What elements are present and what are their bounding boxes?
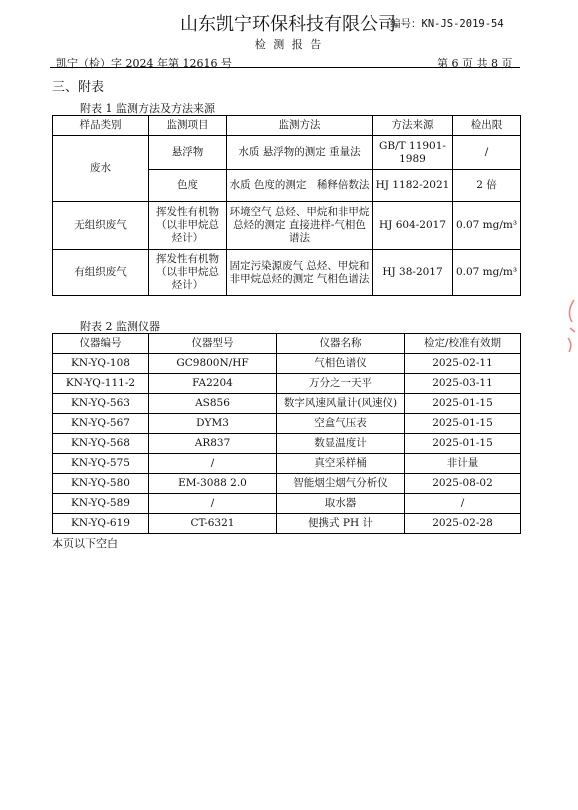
column-header: 仪器编号 xyxy=(53,334,149,354)
method-source: HJ 604-2017 xyxy=(373,202,453,250)
instrument-id: KN-YQ-568 xyxy=(53,434,149,454)
column-header: 样品类别 xyxy=(53,116,149,136)
instrument-name: 空盒气压表 xyxy=(277,414,405,434)
monitor-item: 色度 xyxy=(149,170,227,202)
instrument-name: 智能烟尘烟气分析仪 xyxy=(277,474,405,494)
section-title: 三、附表 xyxy=(52,80,105,95)
instrument-model: / xyxy=(149,454,277,474)
detection-limit: / xyxy=(453,136,521,170)
table-row xyxy=(53,374,521,394)
calibration-date: 2025-08-02 xyxy=(405,474,521,494)
instrument-model: AS856 xyxy=(149,394,277,414)
column-header: 方法来源 xyxy=(373,116,453,136)
instrument-id: KN-YQ-575 xyxy=(53,454,149,474)
instrument-name: 取水器 xyxy=(277,494,405,514)
instrument-model: AR837 xyxy=(149,434,277,454)
method-source: HJ 1182-2021 xyxy=(373,170,453,202)
document-number: 编号：KN-JS-2019-54 xyxy=(390,18,504,30)
seal-stamp-edge xyxy=(560,298,576,358)
calibration-date: 2025-01-15 xyxy=(405,394,521,414)
instrument-name: 便携式 PH 计 xyxy=(277,514,405,534)
table-row xyxy=(53,354,521,374)
table-row xyxy=(53,434,521,454)
instrument-id: KN-YQ-580 xyxy=(53,474,149,494)
instruments-table xyxy=(52,333,521,534)
table-row xyxy=(53,250,521,296)
table-header-row xyxy=(53,116,521,136)
sample-category: 废水 xyxy=(53,136,149,202)
instrument-id: KN-YQ-108 xyxy=(53,354,149,374)
table-row xyxy=(53,136,521,170)
instrument-model: CT-6321 xyxy=(149,514,277,534)
column-header: 仪器名称 xyxy=(277,334,405,354)
company-name: 山东凯宁环保科技有限公司 xyxy=(180,14,396,35)
table-row xyxy=(53,474,521,494)
methods-table xyxy=(52,115,521,296)
sample-category: 无组织废气 xyxy=(53,202,149,250)
blank-page-note: 本页以下空白 xyxy=(52,537,118,550)
instrument-id: KN-YQ-563 xyxy=(53,394,149,414)
column-header: 检定/校准有效期 xyxy=(405,334,521,354)
calibration-date: 2025-03-11 xyxy=(405,374,521,394)
instrument-name: 数显温度计 xyxy=(277,434,405,454)
monitor-method: 环境空气 总烃、甲烷和非甲烷总烃的测定 直接进样-气相色谱法 xyxy=(227,202,373,250)
monitor-method: 水质 悬浮物的测定 重量法 xyxy=(227,136,373,170)
calibration-date: 2025-01-15 xyxy=(405,414,521,434)
calibration-date: 2025-01-15 xyxy=(405,434,521,454)
instrument-model: EM-3088 2.0 xyxy=(149,474,277,494)
sample-category: 有组织废气 xyxy=(53,250,149,296)
calibration-date: / xyxy=(405,494,521,514)
calibration-date: 2025-02-11 xyxy=(405,354,521,374)
instrument-id: KN-YQ-567 xyxy=(53,414,149,434)
page-info: 第 6 页 共 8 页 xyxy=(437,57,513,70)
monitor-item: 悬浮物 xyxy=(149,136,227,170)
instrument-model: GC9800N/HF xyxy=(149,354,277,374)
instrument-name: 真空采样桶 xyxy=(277,454,405,474)
column-header: 监测项目 xyxy=(149,116,227,136)
instrument-name: 数字风速风量计(风速仪) xyxy=(277,394,405,414)
table-row xyxy=(53,494,521,514)
report-subtitle: 检 测 报 告 xyxy=(254,38,324,51)
detection-limit: 0.07 mg/m³ xyxy=(453,250,521,296)
instrument-id: KN-YQ-619 xyxy=(53,514,149,534)
report-number: 凯宁（检）字 2024 年第 12616 号 xyxy=(56,57,232,70)
method-source: HJ 38-2017 xyxy=(373,250,453,296)
table-row xyxy=(53,394,521,414)
instrument-id: KN-YQ-589 xyxy=(53,494,149,514)
table1-caption: 附表 1 监测方法及方法来源 xyxy=(80,102,215,115)
monitor-method: 水质 色度的测定 稀释倍数法 xyxy=(227,170,373,202)
calibration-date: 2025-02-28 xyxy=(405,514,521,534)
column-header: 监测方法 xyxy=(227,116,373,136)
detection-limit: 2 倍 xyxy=(453,170,521,202)
column-header: 检出限 xyxy=(453,116,521,136)
table-row xyxy=(53,514,521,534)
instrument-name: 气相色谱仪 xyxy=(277,354,405,374)
table-row xyxy=(53,454,521,474)
calibration-date: 非计量 xyxy=(405,454,521,474)
instrument-model: / xyxy=(149,494,277,514)
column-header: 仪器型号 xyxy=(149,334,277,354)
header-divider xyxy=(50,67,520,68)
table-header-row xyxy=(53,334,521,354)
table-row xyxy=(53,202,521,250)
detection-limit: 0.07 mg/m³ xyxy=(453,202,521,250)
instrument-model: DYM3 xyxy=(149,414,277,434)
monitor-item: 挥发性有机物（以非甲烷总烃计） xyxy=(149,202,227,250)
instrument-model: FA2204 xyxy=(149,374,277,394)
instrument-id: KN-YQ-111-2 xyxy=(53,374,149,394)
monitor-method: 固定污染源废气 总烃、甲烷和非甲烷总烃的测定 气相色谱法 xyxy=(227,250,373,296)
table-row xyxy=(53,414,521,434)
table2-caption: 附表 2 监测仪器 xyxy=(80,320,160,333)
instrument-name: 万分之一天平 xyxy=(277,374,405,394)
method-source: GB/T 11901-1989 xyxy=(373,136,453,170)
monitor-item: 挥发性有机物（以非甲烷总烃计） xyxy=(149,250,227,296)
